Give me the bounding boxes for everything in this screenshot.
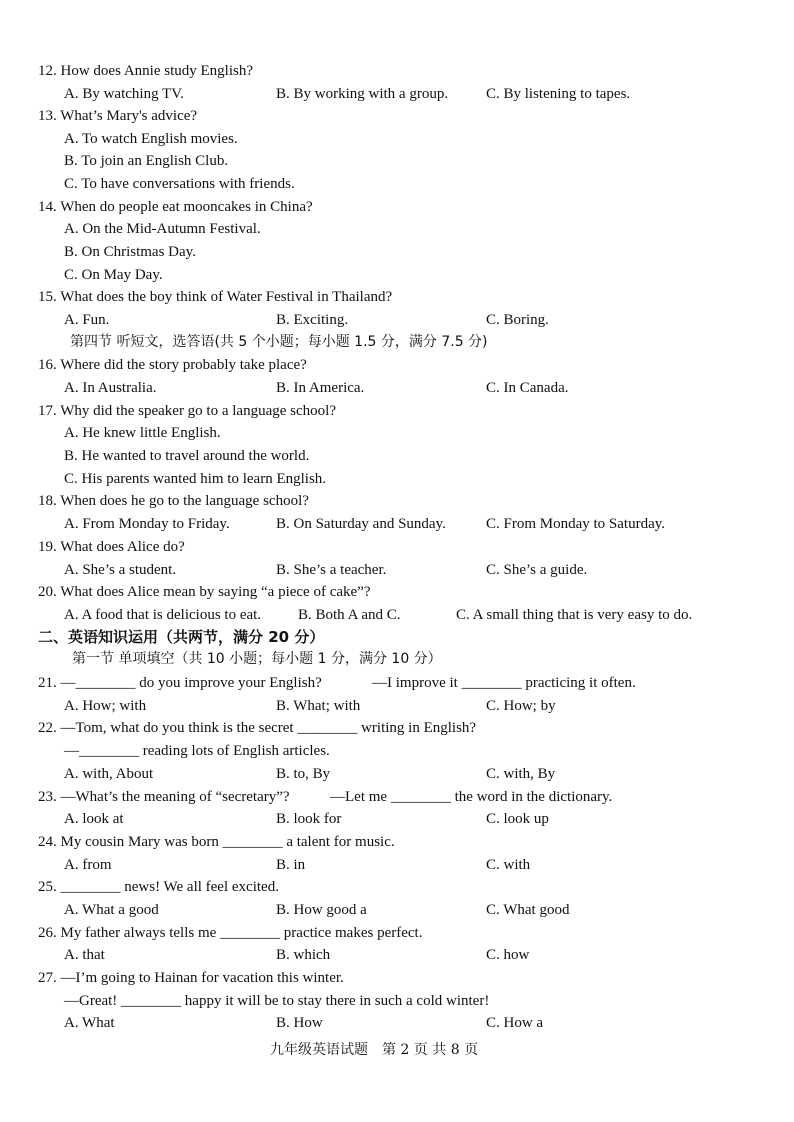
question-20-option-a: A. A food that is delicious to eat. <box>64 607 262 623</box>
question-17-option-c: C. His parents wanted him to learn English. <box>64 471 327 487</box>
question-21-option-a: A. How; with <box>64 698 147 714</box>
question-27-option-c: C. How a <box>486 1015 544 1031</box>
section-1-heading: 第一节 单项填空（共 10 小题；每小题 1 分，满分 10 分） <box>72 651 442 667</box>
question-22-option-b: B. to, By <box>276 766 331 782</box>
question-15-option-b: B. Exciting. <box>276 312 349 328</box>
question-13-stem: 13. What’s Mary's advice? <box>38 108 198 124</box>
question-20-stem: 20. What does Alice mean by saying “a piece of cake”? <box>38 584 371 600</box>
section-4-heading: 第四节 听短文，选答语(共 5 个小题；每小题 1.5 分，满分 7.5 分) <box>70 334 488 350</box>
question-21-option-c: C. How; by <box>486 698 556 714</box>
question-25-stem: 25. ________ news! We all feel excited. <box>38 879 279 895</box>
question-18-stem: 18. When does he go to the language school? <box>38 493 309 509</box>
question-15-option-a: A. Fun. <box>64 312 110 328</box>
question-26-option-a: A. that <box>64 947 105 963</box>
question-12-option-b: B. By working with a group. <box>276 86 449 102</box>
question-22-stem: 22. —Tom, what do you think is the secret ________ writing in English? <box>38 720 477 736</box>
question-17-option-b: B. He wanted to travel around the world. <box>64 448 310 464</box>
question-18-option-a: A. From Monday to Friday. <box>64 516 230 532</box>
question-23-stem: 23. —What’s the meaning of “secretary”? <box>38 789 290 805</box>
question-19-option-a: A. She’s a student. <box>64 562 177 578</box>
question-26-stem: 26. My father always tells me ________ practice makes perfect. <box>38 925 423 941</box>
question-22-reply: —________ reading lots of English articles. <box>64 743 330 759</box>
question-15-stem: 15. What does the boy think of Water Festival in Thailand? <box>38 289 393 305</box>
question-23-reply: —Let me ________ the word in the dictionary. <box>330 789 613 805</box>
question-24-option-b: B. in <box>276 857 306 873</box>
question-26-option-c: C. how <box>486 947 530 963</box>
question-27-option-a: A. What <box>64 1015 115 1031</box>
question-14-stem: 14. When do people eat mooncakes in China? <box>38 199 313 215</box>
question-16-option-a: A. In Australia. <box>64 380 157 396</box>
question-18-option-b: B. On Saturday and Sunday. <box>276 516 446 532</box>
question-25-option-a: A. What a good <box>64 902 159 918</box>
question-23-option-b: B. look for <box>276 811 342 827</box>
part-2-heading: 二、英语知识运用（共两节，满分 20 分） <box>38 628 325 646</box>
question-23-option-a: A. look at <box>64 811 124 827</box>
question-16-option-b: B. In America. <box>276 380 365 396</box>
question-26-option-b: B. which <box>276 947 331 963</box>
question-14-option-c: C. On May Day. <box>64 267 163 283</box>
question-22-option-a: A. with, About <box>64 766 154 782</box>
question-25-option-c: C. What good <box>486 902 570 918</box>
question-23-option-c: C. look up <box>486 811 549 827</box>
question-22-option-c: C. with, By <box>486 766 556 782</box>
question-27-stem: 27. —I’m going to Hainan for vacation this winter. <box>38 970 344 986</box>
question-25-option-b: B. How good a <box>276 902 367 918</box>
question-16-option-c: C. In Canada. <box>486 380 569 396</box>
question-16-stem: 16. Where did the story probably take place? <box>38 357 307 373</box>
question-15-option-c: C. Boring. <box>486 312 549 328</box>
page-footer: 九年级英语试题 第 2 页 共 8 页 <box>270 1042 479 1058</box>
question-18-option-c: C. From Monday to Saturday. <box>486 516 666 532</box>
question-14-option-b: B. On Christmas Day. <box>64 244 196 260</box>
question-13-option-a: A. To watch English movies. <box>64 131 238 147</box>
question-27-option-b: B. How <box>276 1015 323 1031</box>
question-24-option-a: A. from <box>64 857 112 873</box>
question-21-option-b: B. What; with <box>276 698 361 714</box>
question-24-stem: 24. My cousin Mary was born ________ a talent for music. <box>38 834 395 850</box>
question-20-option-c: C. A small thing that is very easy to do. <box>456 607 693 623</box>
question-12-option-a: A. By watching TV. <box>64 86 184 102</box>
question-19-option-c: C. She’s a guide. <box>486 562 588 578</box>
question-17-stem: 17. Why did the speaker go to a language school? <box>38 403 336 419</box>
question-21-stem: 21. —________ do you improve your English? <box>38 675 322 691</box>
question-12-stem: 12. How does Annie study English? <box>38 63 253 79</box>
question-13-option-b: B. To join an English Club. <box>64 153 229 169</box>
question-12-option-c: C. By listening to tapes. <box>486 86 631 102</box>
question-19-option-b: B. She’s a teacher. <box>276 562 387 578</box>
question-17-option-a: A. He knew little English. <box>64 425 221 441</box>
question-20-option-b: B. Both A and C. <box>298 607 401 623</box>
question-13-option-c: C. To have conversations with friends. <box>64 176 295 192</box>
question-24-option-c: C. with <box>486 857 531 873</box>
question-19-stem: 19. What does Alice do? <box>38 539 185 555</box>
question-27-reply: —Great! ________ happy it will be to stay there in such a cold winter! <box>64 993 490 1009</box>
question-14-option-a: A. On the Mid-Autumn Festival. <box>64 221 261 237</box>
question-21-reply: —I improve it ________ practicing it often. <box>372 675 636 691</box>
